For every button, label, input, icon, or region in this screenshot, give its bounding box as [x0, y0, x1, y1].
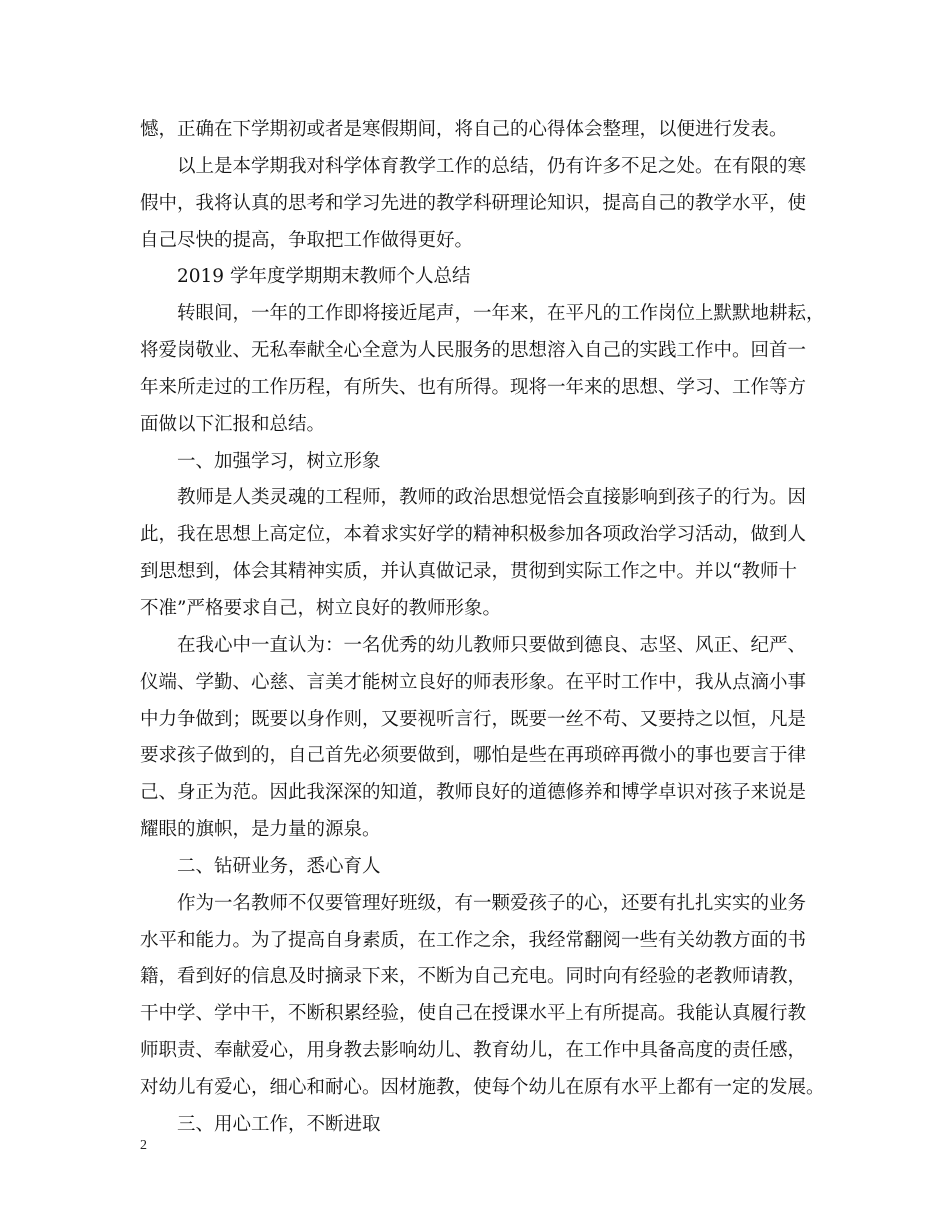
- text-line: 转眼间，一年的工作即将接近尾声，一年来，在平凡的工作岗位上默默地耕耘，: [177, 303, 825, 325]
- text-line: 将爱岗敬业、无私奉献全心全意为人民服务的思想溶入自己的实践工作中。回首一: [140, 340, 807, 362]
- text-line: 作为一名教师不仅要管理好班级，有一颗爱孩子的心，还要有扎扎实实的业务: [177, 892, 807, 914]
- section-title: 2019 学年度学期期末教师个人总结: [177, 266, 471, 288]
- text-line: 不准”严格要求自己，树立良好的教师形象。: [140, 597, 501, 619]
- page-number: 2: [140, 1138, 147, 1153]
- text-line: 干中学、学中干，不断积累经验，使自己在授课水平上有所提高。我能认真履行教: [140, 1003, 807, 1025]
- section-heading: 三、用心工作，不断进取: [177, 1113, 381, 1135]
- text-line: 在我心中一直认为：一名优秀的幼儿教师只要做到德良、志坚、风正、纪严、: [177, 634, 807, 656]
- text-line: 己、身正为范。因此我深深的知道，教师良好的道德修养和博学卓识对孩子来说是: [140, 782, 807, 804]
- section-heading: 二、钻研业务，悉心育人: [177, 855, 381, 877]
- text-line: 籍，看到好的信息及时摘录下来，不断为自己充电。同时向有经验的老教师请教，: [140, 966, 807, 988]
- text-line: 耀眼的旗帜，是力量的源泉。: [140, 819, 381, 841]
- text-line: 要求孩子做到的，自己首先必须要做到，哪怕是些在再琐碎再微小的事也要言于律: [140, 745, 807, 767]
- text-line: 假中，我将认真的思考和学习先进的教学科研理论知识，提高自己的教学水平，使: [140, 192, 807, 214]
- text-line: 仪端、学勤、心慈、言美才能树立良好的师表形象。在平时工作中，我从点滴小事: [140, 671, 807, 693]
- text-line: 以上是本学期我对科学体育教学工作的总结，仍有许多不足之处。在有限的寒: [177, 155, 807, 177]
- section-heading: 一、加强学习，树立形象: [177, 450, 381, 472]
- text-line: 面做以下汇报和总结。: [140, 413, 326, 435]
- text-line: 水平和能力。为了提高自身素质，在工作之余，我经常翻阅一些有关幼教方面的书: [140, 929, 807, 951]
- text-line: 到思想到，体会其精神实质，并认真做记录，贯彻到实际工作之中。并以“教师十: [140, 561, 797, 583]
- text-line: 憾，正确在下学期初或者是寒假期间，将自己的心得体会整理，以便进行发表。: [140, 119, 788, 140]
- text-line: 中力争做到；既要以身作则，又要视听言行，既要一丝不苟、又要持之以恒，凡是: [140, 708, 807, 730]
- text-line: 师职责、奉献爱心，用身教去影响幼儿、教育幼儿，在工作中具备高度的责任感，: [140, 1040, 807, 1062]
- text-line: 自己尽快的提高，争取把工作做得更好。: [140, 229, 474, 251]
- text-line: 教师是人类灵魂的工程师，教师的政治思想觉悟会直接影响到孩子的行为。因: [177, 487, 807, 509]
- document-body: [140, 112, 830, 1144]
- text-line: 年来所走过的工作历程，有所失、也有所得。现将一年来的思想、学习、工作等方: [140, 376, 807, 398]
- text-line: 此，我在思想上高定位，本着求实好学的精神积极参加各项政治学习活动，做到人: [140, 524, 807, 546]
- text-line: 对幼儿有爱心，细心和耐心。因材施教，使每个幼儿在原有水平上都有一定的发展。: [140, 1076, 825, 1098]
